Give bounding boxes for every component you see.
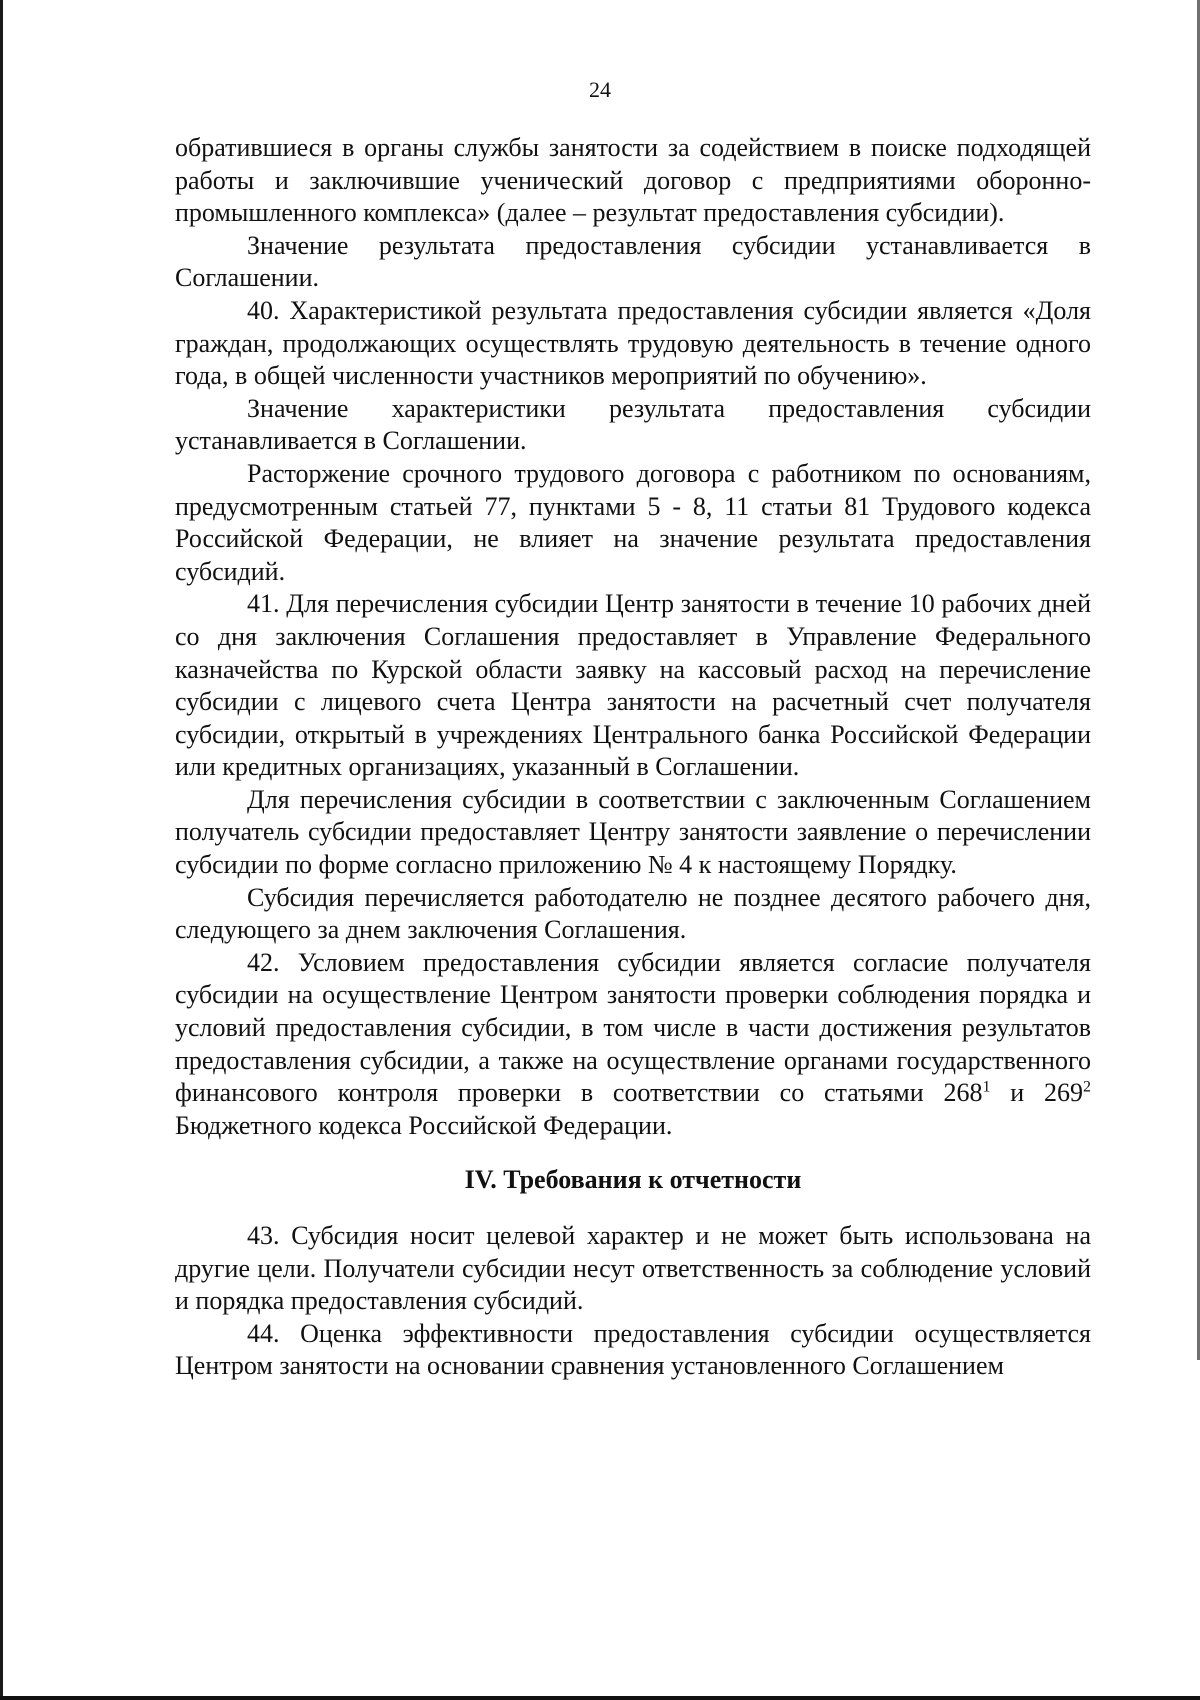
document-body [175, 132, 1091, 1383]
scan-edge-bottom [0, 1696, 1200, 1700]
paragraph-characteristic-value: Значение характеристики результата предоставления субсидии устанавливается в Соглашении. [175, 393, 1091, 456]
paragraph-result-value: Значение результата предоставления субсидии устанавливается в Соглашении. [175, 230, 1091, 293]
paragraph-42-text-b: и 269 [990, 1078, 1083, 1108]
paragraph-continuation: обратившиеся в органы службы занятости за содействием в поиске подходящей работы и заключившие ученический договор с предприятиями оборонно-промышленного комплекса» (далее – результат предоставления субсидии). [175, 133, 1091, 228]
paragraph-42-text-c: Бюджетного кодекса Российской Федерации. [175, 1110, 673, 1140]
paragraph-contract-termination: Расторжение срочного трудового договора с работником по основаниям, предусмотренным статьей 77, пунктами 5 - 8, 11 статьи 81 Трудового кодекса Российской Федерации, не влияет на значение результата предоставления субсидий. [175, 458, 1091, 586]
paragraph-43: 43. Субсидия носит целевой характер и не может быть использована на другие цели. Получатели субсидии несут ответственность за соблюдение условий и порядка предоставления субсидий. [175, 1221, 1091, 1316]
superscript-2: 2 [1083, 1078, 1091, 1096]
paragraph-41: 41. Для перечисления субсидии Центр занятости в течение 10 рабочих дней со дня заключения Соглашения предоставляет в Управление Федерального казначейства по Курской области заявку на кассовый расход на перечисление субсидии с лицевого счета Центра занятости на расчетный счет получателя субсидии, открытый в учреждениях Центрального банка Российской Федерации или кредитных организациях, указанный в Соглашении. [175, 589, 1091, 782]
paragraph-transfer-application: Для перечисления субсидии в соответствии с заключенным Соглашением получатель субсидии предоставляет Центру занятости заявление о перечислении субсидии по форме согласно приложению № 4 к настоящему Порядку. [175, 784, 1091, 880]
superscript-1: 1 [982, 1078, 991, 1096]
paragraph-42 [175, 947, 1091, 1143]
paragraph-transfer-deadline: Субсидия перечисляется работодателю не позднее десятого рабочего дня, следующего за днем заключения Соглашения. [175, 882, 1091, 945]
scan-edge-left [0, 0, 3, 1700]
paragraph-42-text-a: 42. Условием предоставления субсидии является согласие получателя субсидии на осуществление Центром занятости проверки соблюдения порядка и условий предоставления субсидии, в том числе в части достижения результатов предоставления субсидии, а также на осуществление органами государственного финансового контроля проверки в соответствии со статьями 268 [175, 947, 1091, 1108]
paragraph-40: 40. Характеристикой результата предоставления субсидии является «Доля граждан, продолжающих осуществлять трудовую деятельность в течение одного года, в общей численности участников мероприятий по обучению». [175, 295, 1091, 391]
page-number: 24 [589, 77, 611, 102]
paragraph-44: 44. Оценка эффективности предоставления субсидии осуществляется Центром занятости на основании сравнения установленного Соглашением [175, 1318, 1091, 1381]
section-heading: IV. Требования к отчетности [464, 1165, 802, 1195]
